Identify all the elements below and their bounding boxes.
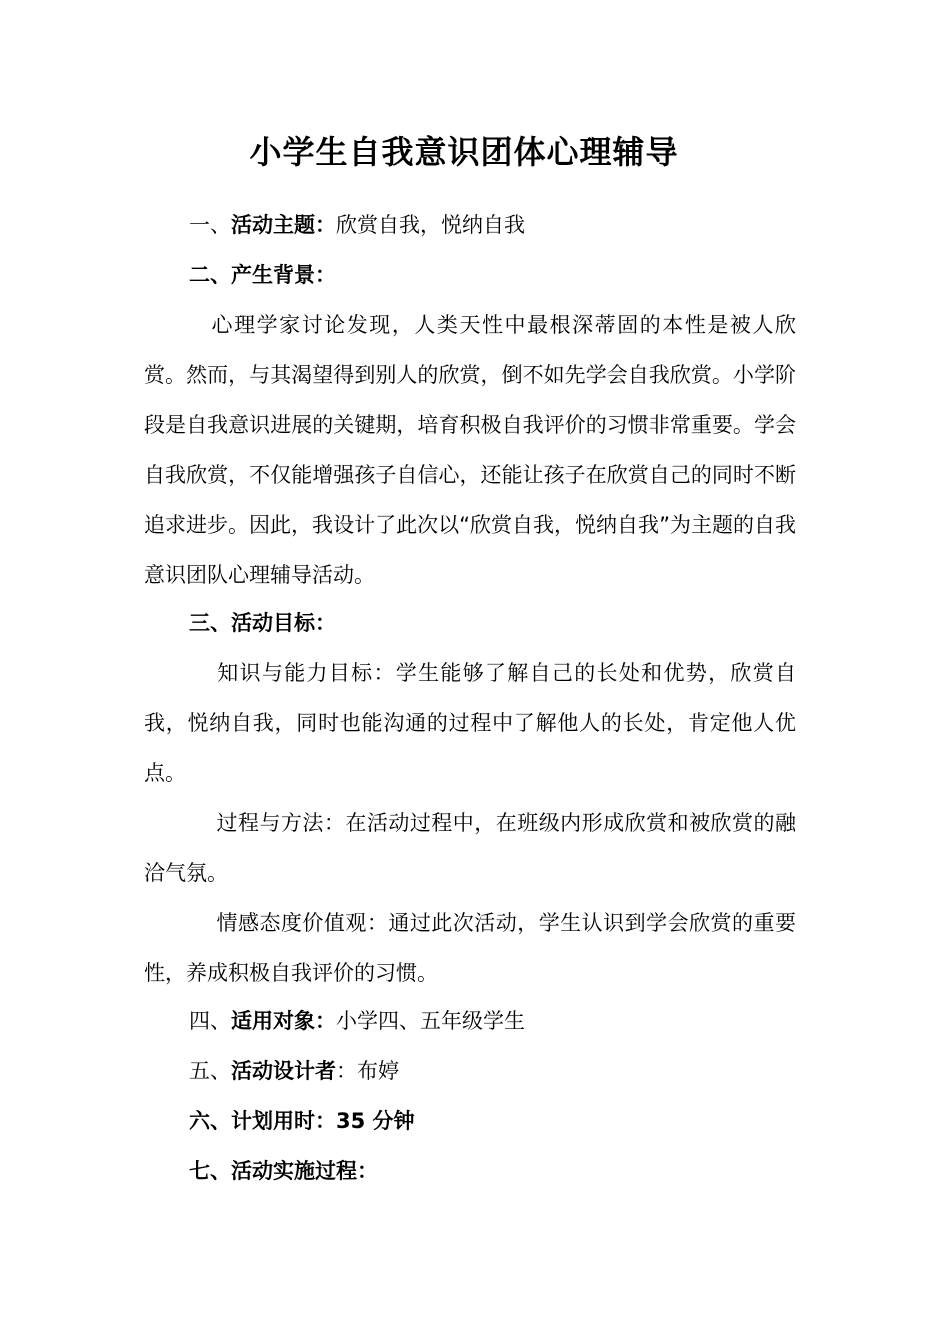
section-heading: 适用对象： (231, 1009, 336, 1033)
background-text: 心理学家讨论发现，人类天性中最根深蒂固的本性是被人欣赏。然而，与其渴望得到别人的欣赏，倒不如先学会自我欣赏。小学阶段是自我意识进展的关键期，培育积极自我评价的习惯非常重要。学会自我欣赏，不仅能增强孩子自信心，还能让孩子在欣赏自己的同时不断追求进步。因此，我设计了此次以“欣赏自我，悦纳自我”为主题的自我意识团队心理辅导活动。 (144, 313, 796, 587)
section-number: 五、 (189, 1059, 231, 1083)
goal-knowledge-text: 知识与能力目标：学生能够了解自己的长处和优势，欣赏自我，悦纳自我，同时也能沟通的过程中了解他人的长处，肯定他人优点。 (144, 661, 796, 785)
section-activity-theme (189, 210, 525, 240)
section-heading: 活动主题： (231, 213, 336, 237)
document-title: 小学生自我意识团体心理辅导 (249, 133, 679, 171)
section-value: ：布婷 (336, 1059, 399, 1083)
section-number: 四、 (189, 1009, 231, 1033)
section-heading: 活动设计者 (231, 1059, 336, 1083)
section-planned-time: 六、计划用时：35 分钟 (189, 1109, 415, 1133)
goal-knowledge-paragraph (144, 648, 796, 798)
section-implementation-heading: 七、活动实施过程： (189, 1159, 378, 1183)
goal-emotion-paragraph (144, 898, 796, 998)
section-background-heading: 二、产生背景： (189, 263, 336, 287)
goal-emotion-text: 情感态度价值观：通过此次活动，学生认识到学会欣赏的重要性，养成积极自我评价的习惯。 (144, 911, 796, 985)
section-target-audience (189, 1006, 525, 1036)
section-number: 一、 (189, 213, 231, 237)
section-designer (189, 1056, 399, 1086)
section-value: 小学四、五年级学生 (336, 1009, 525, 1033)
section-goals-heading: 三、活动目标： (189, 611, 336, 635)
goal-process-text: 过程与方法：在活动过程中，在班级内形成欣赏和被欣赏的融洽气氛。 (144, 811, 796, 885)
section-value: 欣赏自我，悦纳自我 (336, 213, 525, 237)
background-paragraph (144, 300, 796, 600)
goal-process-paragraph (144, 798, 796, 898)
